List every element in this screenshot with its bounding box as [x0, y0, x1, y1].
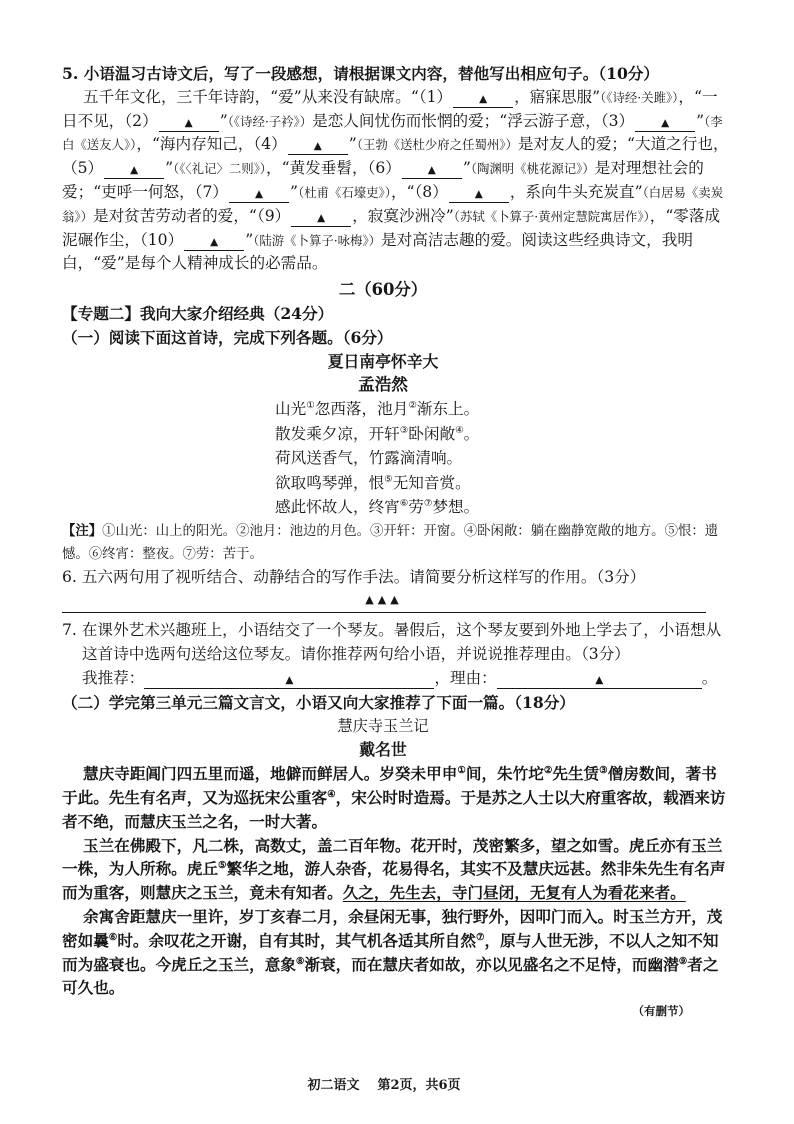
- text-run: ”: [219, 111, 228, 130]
- footer-subject: 初二语文: [307, 1078, 360, 1093]
- text-run: ，寂寞沙洲冷”: [352, 206, 454, 225]
- essay-author: 戴名世: [359, 740, 407, 760]
- annotation-marker: ①: [306, 400, 315, 412]
- text-run: 卧闲敞: [408, 424, 456, 443]
- citation: （陶渊明《桃花源记》）: [470, 161, 595, 177]
- answer-blank: ▲: [184, 235, 244, 251]
- text-run: 荷风送香气，竹露滴清响。: [275, 449, 463, 468]
- page-footer: [0, 1074, 794, 1093]
- poem-body: [275, 397, 730, 520]
- citation: （苏轼《卜算子·黄州定慧院寓居作》）: [453, 208, 650, 224]
- text-run: 。: [463, 424, 480, 443]
- text-run: 繁华之地，游人杂沓，花易得名，其实不及慧庆远甚。然非朱先生有名声而为重客，则慧庆之玉兰，竟未有知者。: [62, 859, 726, 903]
- topic-two-heading: 【专题二】我向大家介绍经典（24分）: [62, 303, 334, 323]
- poem-line: [275, 446, 730, 471]
- note-text: ①山光：山上的阳光。②池月：池边的月色。③开轩：开窗。④卧闲敞：躺在幽静宽敞的地方。⑤恨：遗憾。⑥终宵：整夜。⑦劳：苦于。: [62, 523, 719, 562]
- text-run: ，系向牛头充炭直”: [509, 182, 643, 201]
- footer-page-number: 第2页，共6页: [377, 1078, 461, 1093]
- annotation-marker: ②: [408, 400, 417, 412]
- text-run: 先生赁: [552, 764, 600, 784]
- text-run: 山光: [275, 400, 307, 419]
- annotation-marker: ①: [457, 765, 466, 777]
- text-run: ”: [290, 182, 299, 201]
- text-run: ，“（8）: [390, 182, 448, 201]
- text-run: 欲取鸣琴弹，恨: [275, 473, 385, 492]
- text-run: 时。余叹花之开谢，自有其时，其气机各适其所自然: [117, 930, 476, 950]
- answer-blank: ▲: [288, 139, 348, 155]
- citation: （《诗经·子衿》）: [227, 113, 313, 129]
- annotation-marker: ③: [599, 765, 608, 777]
- text-run: 慧庆寺距阊门四五里而遥，地僻而鲜居人。岁癸未甲申: [83, 764, 458, 784]
- citation: （杜甫《石壕吏》）: [298, 184, 391, 200]
- q7-answer-line: [62, 667, 730, 691]
- text-run: 间，朱竹坨: [465, 764, 544, 784]
- annotation-marker: ②: [543, 765, 553, 777]
- text-run: 是对高洁志趣的爱。阅读这些经典诗文，我明白，“爱”是每个人精神成长的必需品。: [62, 230, 693, 273]
- exam-page: [62, 62, 730, 1024]
- poem-line: [275, 422, 730, 447]
- section-one-heading: （一）阅读下面这首诗，完成下列各题。（6分）: [62, 327, 393, 347]
- essay-paragraph: [62, 762, 730, 833]
- text-run: 者之可久也。: [62, 954, 719, 998]
- text-run: ，宋公时时造焉。于是苏之人士以大府重客故，载酒来访者不绝，而慧庆玉兰之名，一时大著。: [62, 788, 726, 831]
- annotation-marker: ③: [399, 424, 409, 436]
- poem-line: [275, 495, 730, 520]
- text-run: 散发乘夕凉，开轩: [275, 424, 400, 443]
- section-two-heading: （二）学完第三单元三篇文言文，小语又向大家推荐了下面一篇。（18分）: [62, 692, 575, 712]
- annotation-marker: ⑥: [108, 931, 118, 943]
- text-run: ，“一日不见，（2）: [62, 87, 718, 130]
- answer-blank: ▲: [159, 116, 219, 132]
- text-run: 玉兰在佛殿下，凡二株，高数丈，盖二百年物。花开时，茂密繁多，望之如雪。虎丘亦有玉兰一株，为人所称。虎丘: [62, 835, 723, 879]
- poem-title: 夏日南亭怀辛大: [327, 351, 439, 371]
- text-run: ，寤寐思服”: [514, 87, 601, 106]
- citation: （《诗经·关雎》）: [600, 89, 679, 105]
- reason-blank: ▲: [497, 673, 702, 689]
- essay-paragraph: [62, 905, 730, 1000]
- citation: （王勃《送杜少府之任蜀州》）: [356, 137, 518, 153]
- text-run: 是恋人间忧伤而怅惘的爱；“浮云游子意，（3）: [312, 111, 635, 130]
- essay-title: 慧庆寺玉兰记: [337, 716, 429, 735]
- reason-label: ，理由：: [434, 669, 497, 688]
- text-run: ”: [245, 230, 254, 249]
- citation: （《〈礼记〉二则》）: [173, 161, 266, 177]
- citation: （陆游《卜算子·咏梅》）: [253, 232, 382, 248]
- recommend-blank: ▲: [144, 673, 434, 689]
- annotation-marker: ④: [455, 424, 464, 436]
- underlined-sentence: 久之，先生去，寺门昼闭，无复有人为看花来者。: [342, 883, 686, 903]
- q5-passage: [62, 86, 730, 276]
- text-run: ”: [165, 159, 174, 178]
- part-two-heading: 二（60分）: [338, 280, 428, 300]
- text-run: ，“海内存知己，（4）: [136, 135, 287, 154]
- text-run: 是对贫苦劳动者的爱，“（9）: [92, 206, 291, 225]
- text-run: 是对理想社会的爱；“吏呼一何怒，（7）: [62, 159, 704, 201]
- recommend-label: 我推荐：: [82, 669, 145, 688]
- q7-stem: 7. 在课外艺术兴趣班上，小语结交了一个琴友。暑假后，这个琴友要到外地上学去了，小语想从这首诗中选两句送给这位琴友。请你推荐两句给小语，并说说推荐理由。（3分）: [62, 621, 722, 664]
- answer-blank: ▲: [402, 163, 462, 179]
- text-run: 僧房数间，著书于此。先生有名声，又为巡抚宋公重客: [62, 764, 717, 808]
- note-label: 【注】: [62, 522, 103, 539]
- text-run: 无知音赏。: [392, 473, 471, 492]
- text-run: 余寓舍距慧庆一里许，岁丁亥春二月，余昼闲无事，独行野外，因叩门而入。时玉兰方开，茂密如曩: [62, 907, 723, 950]
- text-run: 感此怀故人，终宵: [275, 498, 400, 517]
- annotation-marker: ⑨: [678, 955, 688, 967]
- q5-stem: 5. 小语温习古诗文后，写了一段感想，请根据课文内容，替他写出相应句子。（10分）: [62, 64, 659, 83]
- text-run: 劳: [408, 498, 424, 517]
- answer-blank: ▲: [635, 116, 695, 132]
- text-run: 忽西落，池月: [314, 400, 409, 419]
- annotation-marker: ④: [327, 789, 336, 801]
- answer-blank: ▲: [449, 187, 509, 203]
- annotation-marker: ⑧: [295, 955, 305, 967]
- text-run: ”: [696, 111, 705, 130]
- text-run: ”: [348, 135, 357, 154]
- annotation-marker: ⑤: [384, 473, 393, 485]
- q6-stem: 6. 五六两句用了视听结合、动静结合的写作手法。请简要分析这样写的作用。（3分）: [62, 567, 646, 586]
- answer-blank: ▲: [291, 211, 351, 227]
- poem-author: 孟浩然: [358, 374, 408, 395]
- essay-paragraph: [62, 834, 730, 905]
- annotation-marker: ⑥: [399, 498, 409, 510]
- answer-blank: ▲: [104, 163, 164, 179]
- abridged-note: （有删节）: [632, 1004, 690, 1019]
- answer-blank: ▲: [229, 187, 289, 203]
- poem-notes: [62, 520, 730, 566]
- text-run: ，“零落成泥碾作尘，（10）: [62, 206, 721, 249]
- citation: （白居易《卖炭翁》）: [62, 184, 724, 224]
- text-run: ”: [462, 159, 471, 178]
- text-run: ，原与人世无涉，不以人之知不知而为盛衰也。今虎丘之玉兰，意象: [62, 930, 719, 974]
- citation: （李白《送友人》）: [62, 113, 723, 153]
- text-run: 梦想。: [432, 498, 480, 517]
- text-run: 渐衰，而在慧庆者如故，亦以见盛名之不足恃，而幽潜: [304, 954, 679, 974]
- q6-answer-line: ▲▲▲: [62, 589, 706, 613]
- poem-line: [275, 471, 730, 496]
- annotation-marker: ⑦: [423, 498, 433, 510]
- text-run: ，“黄发垂髫，（6）: [266, 159, 401, 178]
- poem-line: [275, 397, 730, 422]
- annotation-marker: ⑦: [476, 931, 485, 943]
- answer-blank: ▲: [453, 92, 513, 108]
- text-run: 五千年文化，三千年诗韵，“爱”从来没有缺席。“（1）: [83, 87, 453, 106]
- text-run: 渐东上。: [416, 400, 480, 419]
- annotation-marker: ⑤: [217, 860, 227, 872]
- text-run: 是对友人的爱；“大道之行也，（5）: [62, 135, 729, 178]
- answer-line-end: 。: [701, 669, 718, 688]
